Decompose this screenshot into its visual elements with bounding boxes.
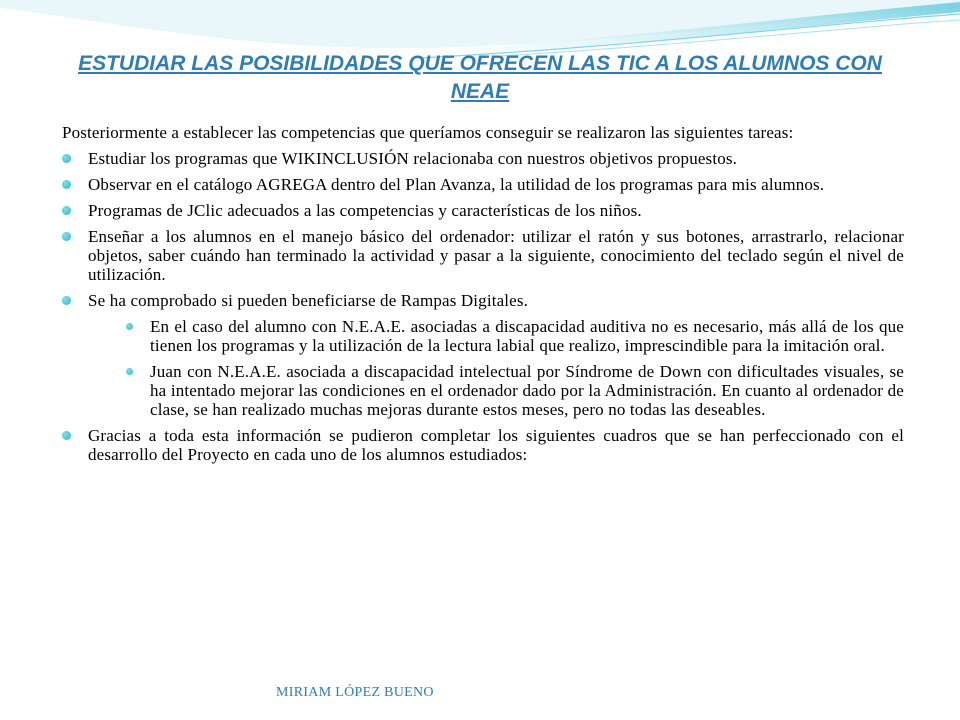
bullet-icon — [62, 180, 71, 189]
task-list — [62, 149, 904, 464]
bullet-icon — [62, 431, 71, 440]
list-item: Programas de JClic adecuados a las competencias y características de los niños. — [62, 201, 904, 220]
list-item: Gracias a toda esta información se pudieron completar los siguientes cuadros que se han perfeccionado con el desarrollo del Proyecto en cada uno de los alumnos estudiados: — [62, 426, 904, 464]
slide-title: ESTUDIAR LAS POSIBILIDADES QUE OFRECEN LAS TIC A LOS ALUMNOS CON NEAE — [78, 52, 882, 103]
sub-list-item: En el caso del alumno con N.E.A.E. asociadas a discapacidad auditiva no es necesario, más allá de los que tienen los programas y la utilización de la lectura labial que realizo, imprescindible para la imitación oral. — [88, 317, 904, 355]
bullet-icon — [126, 323, 133, 330]
slide-body — [62, 123, 904, 471]
list-item: Se ha comprobado si pueden beneficiarse de Rampas Digitales. En el caso del alumno con N.E.A.E. asociadas a discapacidad auditiva no es necesario, más allá de los que tienen los programas y la utilización de la lectura labial que realizo, imprescindible para la imitación oral. Juan con N.E.A.E. asociada a discapacidad intelectual por Síndrome de Down con dificultades visuales, se ha intentado mejorar las condiciones en el ordenador dado por la Administración. En cuanto al ordenador de clase, se han realizado muchas mejoras durante estos meses, pero no todas las deseables. — [62, 291, 904, 419]
bullet-icon — [62, 296, 71, 305]
list-item: Enseñar a los alumnos en el manejo básico del ordenador: utilizar el ratón y sus botones, arrastrarlo, relacionar objetos, saber cuándo han terminado la actividad y pasar a la siguiente, conocimiento del teclado según el nivel de utilización. — [62, 227, 904, 284]
sub-list — [88, 317, 904, 419]
footer-author: MIRIAM LÓPEZ BUENO — [276, 685, 434, 700]
sub-list-item: Juan con N.E.A.E. asociada a discapacidad intelectual por Síndrome de Down con dificultades visuales, se ha intentado mejorar las condiciones en el ordenador dado por la Administración. En cuanto al ordenador de clase, se han realizado muchas mejoras durante estos meses, pero no todas las deseables. — [88, 362, 904, 419]
bullet-icon — [62, 206, 71, 215]
list-item: Estudiar los programas que WIKINCLUSIÓN relacionaba con nuestros objetivos propuestos. — [62, 149, 904, 168]
list-item: Observar en el catálogo AGREGA dentro del Plan Avanza, la utilidad de los programas para mis alumnos. — [62, 175, 904, 194]
bullet-icon — [62, 154, 71, 163]
bullet-icon — [126, 368, 133, 375]
bullet-icon — [62, 232, 71, 241]
intro-paragraph: Posteriormente a establecer las competencias que queríamos conseguir se realizaron las siguientes tareas: — [62, 123, 794, 142]
